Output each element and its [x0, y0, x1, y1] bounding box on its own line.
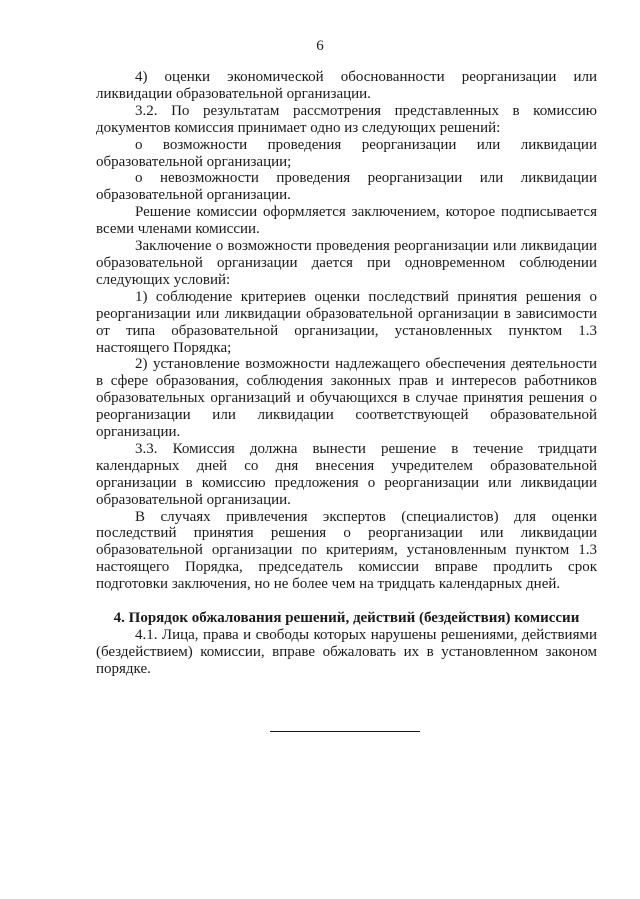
paragraph-4-1: 4.1. Лица, права и свободы которых нарушены решениями, действиями (бездействием) комиссии, вправе обжаловать их в установленном законом порядке.: [96, 627, 597, 677]
page-number: 6: [316, 38, 324, 54]
section-gap: [96, 593, 597, 610]
paragraph-3-3: 3.3. Комиссия должна вынести решение в течение тридцати календарных дней со дня внесения учредителем образовательной организации в комиссию предложения о реорганизации или ликвидации образовательной организации.: [96, 440, 597, 508]
paragraph-condition-1: 1) соблюдение критериев оценки последствий принятия решения о реорганизации или ликвидации образовательной организации в зависимости от типа образовательной организации, установленных пунктом 1.3 настоящего Порядка;: [96, 288, 597, 356]
paragraph-decision-form: Решение комиссии оформляется заключением, которое подписывается всеми членами комиссии.: [96, 204, 597, 238]
paragraph-decision-impossible: о невозможности проведения реорганизации или ликвидации образовательной организации.: [96, 170, 597, 204]
paragraph-experts: В случаях привлечения экспертов (специалистов) для оценки последствий принятия решения о реорганизации или ликвидации образовательной организации по критериям, установленным пунктом 1.3 настоящего Порядка, председатель комиссии вправе продлить срок подготовки заключения, но не более чем на тридцать календарных дней.: [96, 508, 597, 593]
paragraph-conclusion-conditions: Заключение о возможности проведения реорганизации или ликвидации образовательной организации дается при одновременном соблюдении следующих условий:: [96, 238, 597, 288]
paragraph-3-2: 3.2. По результатам рассмотрения представленных в комиссию документов комиссия принимает одно из следующих решений:: [96, 102, 597, 136]
paragraph-condition-2: 2) установление возможности надлежащего обеспечения деятельности в сфере образования, соблюдения законных прав и интересов работников образовательных организаций и обучающихся в случае принятия решения о реорганизации или ликвидации соответствующей образовательной организации.: [96, 356, 597, 441]
end-divider-line: [270, 731, 420, 732]
document-body: [96, 69, 597, 678]
paragraph-criterion-4: 4) оценки экономической обоснованности реорганизации или ликвидации образовательной организации.: [96, 69, 597, 102]
paragraph-decision-possible: о возможности проведения реорганизации или ликвидации образовательной организации;: [96, 136, 597, 170]
section-4-heading: 4. Порядок обжалования решений, действий (бездействия) комиссии: [113, 610, 580, 627]
